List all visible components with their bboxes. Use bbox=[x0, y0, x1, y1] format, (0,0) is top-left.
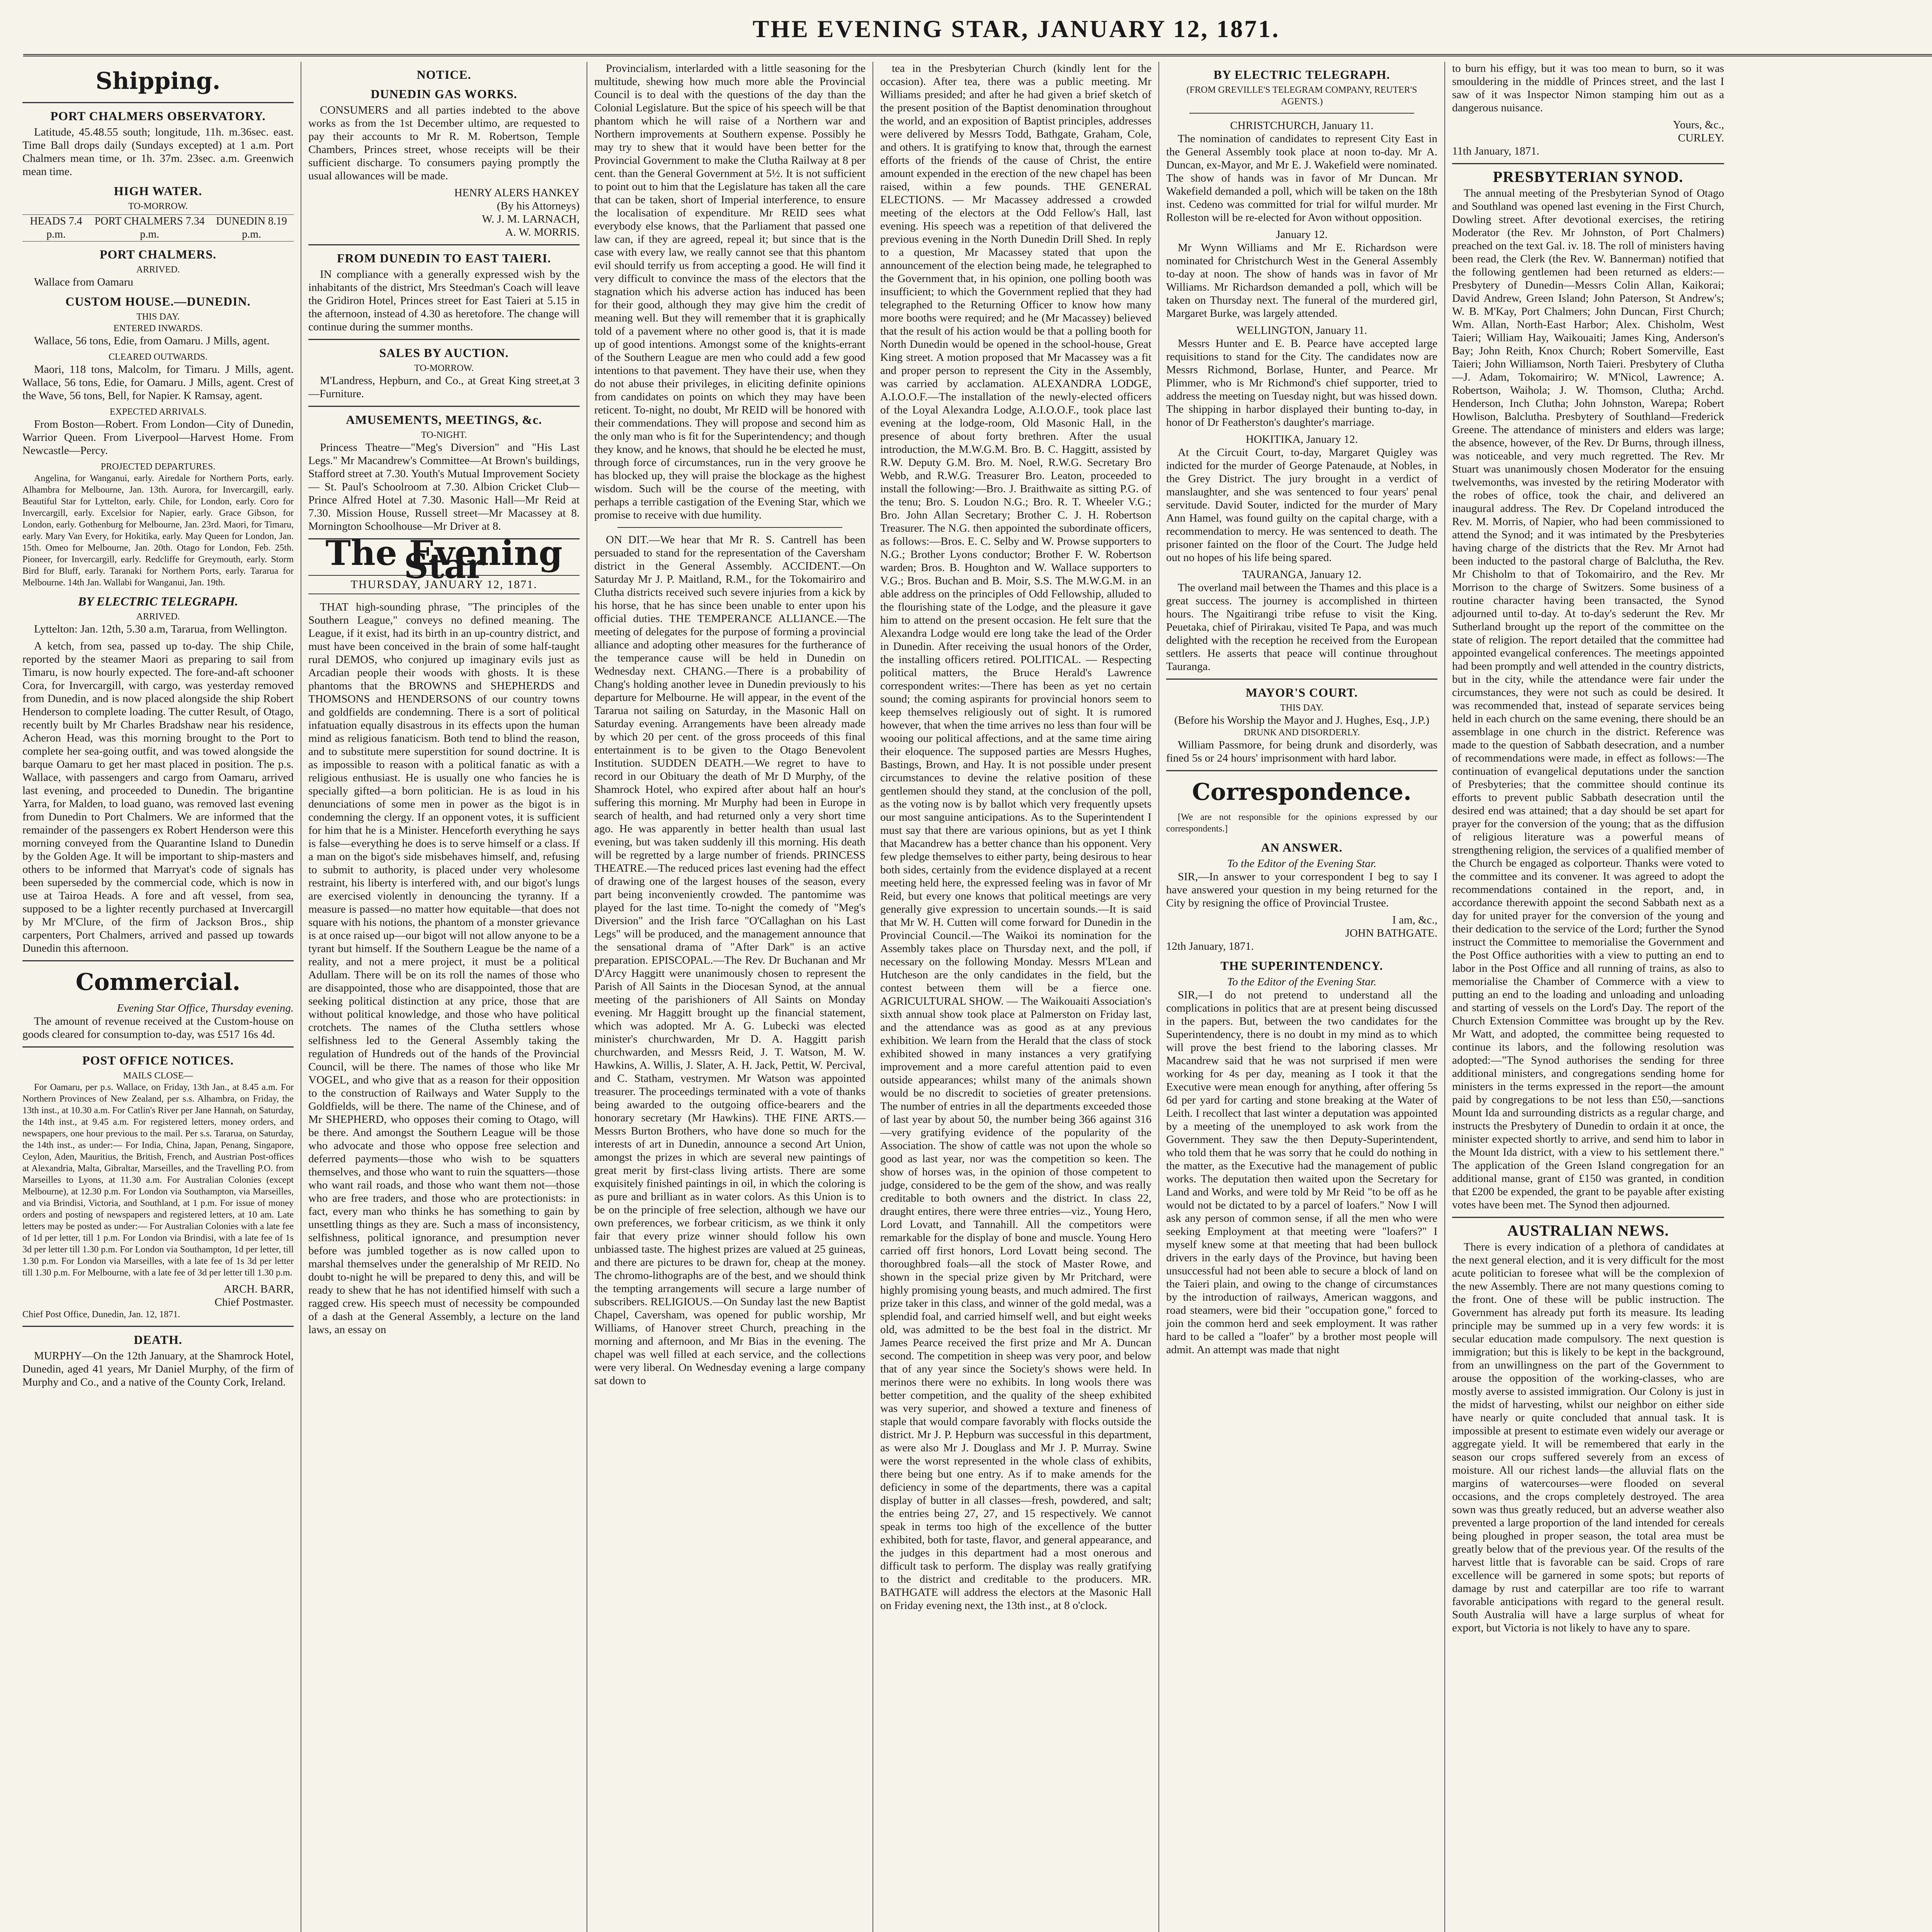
answer-sign-2: JOHN BATHGATE. bbox=[1345, 927, 1437, 939]
divider bbox=[617, 527, 842, 528]
christchurch-text: The nomination of candidates to represent City East in the General Assembly took place at noon to-day. Mr A. Duncan, ex-Mayor, and Mr E. J. Wakefield were nominated. The show of hands was in favor of Mr Duncan. Mr Wakefield demanded a poll, which will be taken on the 18th inst. Cedeno was committed for trial for wilful murder. Mr Rolleston will be re-elected for Avon without opposition. bbox=[1166, 133, 1437, 224]
column-3 bbox=[587, 62, 873, 1932]
divider bbox=[22, 102, 294, 103]
paper-date: THURSDAY, JANUARY 12, 1871. bbox=[308, 575, 580, 594]
wellington-date: WELLINGTON, January 11. bbox=[1236, 324, 1367, 337]
entered-label: ENTERED INWARDS. bbox=[113, 323, 203, 333]
amusements-text: Princess Theatre—"Meg's Diversion" and "His Last Legs." Mr Macandrew's Committee—At Brown's buildings, Stafford street at 7.30. Youth's Mutual Improvement Society — St. Paul's Schoolroom at 7.30. Albion Cricket Club—Prince Alfred Hotel at 7.30. Masonic Hall—Mr Reid at 7.30. Mission House, Russell street—Mr Macassey at 8. Mornington Schoolhouse—Mr Driver at 8. bbox=[308, 441, 580, 532]
divider bbox=[1452, 1217, 1724, 1218]
expected-label: EXPECTED ARRIVALS. bbox=[109, 407, 207, 417]
letter-date: 11th January, 1871. bbox=[1452, 145, 1539, 157]
column-4 bbox=[873, 62, 1159, 1932]
divider bbox=[308, 244, 580, 245]
drunk-text: William Passmore, for being drunk and disorderly, was fined 5s or 24 hours' imprisonment with hard labor. bbox=[1166, 739, 1437, 764]
taieri-text: IN compliance with a generally expressed wish by the inhabitants of the district, Mrs Steedman's Coach will leave the Gridiron Hotel, Princes street for East Taieri at 5.15 in the afternoon, instead of 4.30 as heretofore. The change will continue during the summer months. bbox=[308, 268, 580, 333]
post-office-heading: POST OFFICE NOTICES. bbox=[82, 1053, 234, 1067]
drunk-heading: DRUNK AND DISORDERLY. bbox=[1243, 728, 1360, 738]
australian-news-text: There is every indication of a plethora of candidates at the next general election, and it is very difficult for the most acute politician to foresee what will be the complexion of the new Assembly. There are not many questions coming to the front. One of these will be public instruction. The Government has already put forth its measure. Its leading principle may be summed up in a very few words: it is secular education made compulsory. The next question is immigration; but this is likely to be kept in the background, from an unwillingness on the part of the Government to arouse the opposition of the working-classes, who are mostly averse to assisted immigration. Our Colony is just in the midst of harvesting, whilst our neighbor on either side have nearly or quite concluded that annual task. It is impossible at present to estimate even widely our average or aggregate yield. It will be remembered that early in the season our crops suffered severely from an excess of moisture. All our richest lands—the alluvial flats on the margins of watercourses—were flooded on several occasions, and the crops completely destroyed. The area sown was thus greatly reduced, but an adverse weather also prevented a large proportion of the land intended for cereals being ploughed in proper season, the total area must be greatly below that of the previous year. Of the results of the harvest little that is favorable can be said. Crops of rare excellence will be garnered in some spots; but reports of damage by rust and caterpillar are too rife to warrant favorable anticipations with regard to the general result. South Australia will have a large surplus of wheat for export, but Victoria is not likely to have any to spare. bbox=[1452, 1241, 1724, 1634]
death-heading: DEATH. bbox=[134, 1333, 182, 1347]
shipping-heading: Shipping. bbox=[95, 68, 221, 95]
divider bbox=[308, 339, 580, 340]
mayors-court-day: THIS DAY. bbox=[1280, 703, 1324, 713]
local-items-continued: tea in the Presbyterian Church (kindly lent for the occasion). After tea, there was a public meeting. Mr Williams presided; and after he had given a brief sketch of the present position of the Baptist denomination throughout the world, and an exposition of Baptist principles, addresses were delivered by Messrs Todd, Bathgate, Graham, Cole, and others. It is gratifying to know that, through the earnest efforts of the friends of the cause of Christ, the entire amount expended in the erection of the new chapel has been raised, within a few pounds. THE GENERAL ELECTIONS. — Mr Macassey addressed a crowded meeting of the electors at the Odd Fellow's Hall, last evening. His speech was a repetition of that delivered the previous evening in the North Dunedin Drill Shed. In reply to a question, Mr Macassey stated that upon the announcement of the election being made, he telegraphed to the Government that, in his opinion, one polling booth was insufficient; to which the Government replied that they had telegraphed to the Returning Officer to know how many more booths were required; and he (Mr Macassey) believed that the result of his action would be that a polling booth for North Dunedin would be opened in the school-house, Great King street. A motion proposed that Mr Macassey was a fit and proper person to represent the City in the Assembly, was carried by acclamation. ALEXANDRA LODGE, A.I.O.O.F.—The installation of the newly-elected officers of the Loyal Alexandra Lodge, A.I.O.O.F., took place last evening at the lodge-room, Old Masonic Hall, in the presence of about forty brethren. After the usual introduction, the M.W.G.M. Bro. B. C. Haggitt, assisted by R.W. Deputy G.M. Bro. M. Noel, R.W.G. Secretary Bro Webb, and R.W.G. Treasurer Bro. Leaton, proceeded to install the following:—Bro. J. Braithwaite as sitting P.G. of the tenu; Bro. S. Loudon N.G.; Bro. R. T. Wheeler V.G.; Bro. John Allan Secretary; Brother C. J. H. Robertson Treasurer. The N.G. then appointed the subordinate officers, as follows:—Bros. E. C. Selby and W. Prowse supporters to N.G.; Brother Lyons conductor; Brother F. W. Robertson warden; Bros. B. Houghton and W. Wallace supporters to V.G.; Bros. Buchan and B. Moir, S.S. The M.W.G.M. in an able address on the principles of Odd Fellowship, alluded to the flourishing state of the Lodge, and the pleasure it gave him to attend on the present occasion. He felt sure that the Alexandra Lodge would ere long take the lead of the Order in Dunedin. After receiving the usual honors of the Order, the installing officers retired. POLITICAL. — Respecting political matters, the Bruce Herald's Lawrence correspondent writes:—There has been as yet no certain sound; the coming aspirants for provincial honors seem to keep themselves religiously out of sight. It is rumored however, that when the time arrives no less than four will be wooing our political affections, and at the same time airing their eloquence. The supposed parties are Messrs Hughes, Bastings, Brown, and Hay. It is not possible under present circumstances to devine the relative position of these gentlemen should they stand, at the conclusion of the poll, as the voting now is by ballot which very frequently upsets our most sanguine anticipations. As to the Superintendent I must say that there are various opinions, but as yet I think that Macandrew has a better chance than his opponent. Very few pledge themselves to either party, being desirous to hear both sides, certainly from the evidence displayed at a recent meeting held here, the expressed feeling was in favor of Mr Reid, but every one knows that political meetings are very generally give expression to uncertain sounds.—It is said that Mr W. H. Cutten will come forward for Dunedin in the Provincial Council.—The Waikoi its nomination for the Assembly takes place on Thursday next, and the poll, if necessary on the following Monday. Messrs M'Lean and Hutcheson are the only candidates in the field, but the contest between them will be a fierce one. AGRICULTURAL SHOW. — The Waikouaiti Association's sixth annual show took place at Palmerston on Friday last, and the attendance was as good as at any previous exhibition. We learn from the Herald that the class of stock exhibited showed in many instances a very gratifying improvement and a more careful attention paid to even outside appearances; whilst many of the animals shown would be no discredit to societies of greater pretensions. The number of entries in all the departments exceeded those of last year by about 50, the number being 366 against 316—very gratifying evidence of the popularity of the Association. The show of cattle was not upon the whole so good as last year, nor was the competition so keen. The show of horses was, in the opinion of those competent to judge, considered to be the gem of the show, and was really creditable to both owners and the district. In class 22, draught entires, there were three entries—viz., Young Hero, Lord Lovatt, and Tannahill. All the competitors were remarkable for the display of bone and muscle. Young Hero carried off first honors, Lord Lovatt being second. The thoroughbred foals—all the stock of Master Rowe, and shown in the special prize given by Mr Pritchard, were highly promising young beasts, and much admired. The first prize taker in this class, and winner of the gold medal, was a splendid foal, and carried himself well, and but eight weeks old, was admitted to be the best foal in the district. Mr James Pearce received the first prize and Mr A. Duncan second. The competition in sheep was very poor, and below that of any year since the Society's shows were held. In merinos there were no exhibits. In long wools there was better competition, and the quality of the sheep exhibited was very superior, and showed a texture and fineness of staple that would compare favorably with flocks outside the district. Mr J. P. Hepburn was successful in this department, as were also Mr J. Douglass and Mr J. P. Murray. Swine were the worst represented in the whole class of exhibits, there being but one entry. As if to make amends for the deficiency in some of the departments, there was a capital display of butter in all classes—fresh, powdered, and salt; the entries being 27, 27, and 15 respectively. We cannot speak in terms too high of the excellence of the butter exhibited, both for taste, flavor, and general appearance, and the judges in this department had a most onerous and difficult task to perform. The display was really gratifying to the district and creditable to the producers. MR. BATHGATE will address the electors at the Masonic Hall on Friday evening next, the 13th inst., at 8 o'clock. bbox=[880, 62, 1151, 1612]
tide-port: PORT CHALMERS 7.34 p.m. bbox=[94, 215, 205, 240]
local-items-text: ON DIT.—We hear that Mr R. S. Cantrell has been persuaded to stand for the representation of the Caversham district in the General Assembly. ACCIDENT.—On Saturday Mr J. P. Maitland, R.M., for the Tokomairiro and Clutha districts received such severe injuries from a kick by his horse, that he has since been unable to enter upon his official duties. THE TEMPERANCE ALLIANCE.—The meeting of delegates for the purpose of forming a provincial alliance and adopting other measures for the furtherance of the temperance cause will be held in Dunedin on Wednesday next. CHANG.—There is a probability of Chang's holding another levee in Dunedin previously to his departure for Melbourne. He will appear, in the event of the Tararua not sailing on Saturday, in the Masonic Hall on Saturday evening. Arrangements have been already made by which 20 per cent. of the gross proceeds of this final entertainment is to be given to the Otago Benevolent Institution. SUDDEN DEATH.—We regret to have to record in our Obituary the death of Mr D Murphy, of the Shamrock Hotel, who expired after about half an hour's suffering this morning. Mr Murphy had been in Europe in search of health, and had returned only a very short time ago. He was apparently in better health than usual last evening, but was taken suddenly ill this morning. His death will be regretted by a large number of friends. PRINCESS THEATRE.—The reduced prices last evening had the effect of drawing one of the largest houses of the season, every part being inconveniently crowded. The pantomime was played for the last time. To-night the comedy of "Meg's Diversion" and the Irish farce "O'Callaghan on his Last Legs" will be produced, and the management announce that the sensational drama of "After Dark" is an active preparation. EPISCOPAL.—The Rev. Dr Buchanan and Mr D'Arcy Haggitt were unanimously chosen to represent the Parish of All Saints in the Diocesan Synod, at the annual meeting of the parishioners of All Saints on Monday evening. Mr Haggitt brought up the financial statement, which was adopted. Mr A. G. Lubecki was elected minister's churchwarden, Mr D. A. Haggitt parish churchwarden, and Messrs Reid, J. T. Watson, M. W. Hawkins, A. Willis, J. Slater, A. H. Jack, Pettit, W. Percival, and C. Statham, vestrymen. Mr Watson was appointed treasurer. The proceedings terminated with a vote of thanks being awarded to the outgoing office-bearers and the honorary secretary (Mr Hawkins). THE FINE ARTS.—Messrs Burton Brothers, who have done so much for the interests of art in Dunedin, announce a second Art Union, amongst the prizes in which are several new paintings of great merit by first-class living artists. There are some exquisitely finished paintings in oil, in which the coloring is as pure and brilliant as in water colors. As this Union is to be on the principle of free selection, although we have our own preferences, we forbear criticism, as we think it only fair that every prize winner should follow his own unbiassed taste. The highest prizes are valued at 25 guineas, and there are pictures to be drawn for, cheap at the money. The chromo-lithographs are of the best, and we should think the tempting arrangements will secure a large number of subscribers. RELIGIOUS.—On Sunday last the new Baptist Chapel, Caversham, was opened for public worship, Mr Williams, of Hanover street Church, preaching in the morning and afternoon, and Mr Bias in the evening. The chapel was well filled at each service, and the collections were very liberal. On Wednesday evening a large company sat down to bbox=[594, 534, 866, 1387]
answer-date: 12th January, 1871. bbox=[1166, 940, 1254, 952]
telegraph-heading: BY ELECTRIC TELEGRAPH. bbox=[1213, 68, 1390, 82]
divider bbox=[1189, 113, 1414, 114]
postmaster-title: Chief Postmaster. bbox=[214, 1296, 294, 1308]
page-columns bbox=[15, 62, 1932, 1932]
electric-text: Lyttelton: Jan. 12th, 5.30 a.m, Tararua, from Wellington. bbox=[34, 623, 287, 635]
mayors-court-heading: MAYOR'S COURT. bbox=[1245, 685, 1358, 699]
customs-heading: CUSTOM HOUSE.—DUNEDIN. bbox=[65, 294, 251, 308]
tide-dunedin: DUNEDIN 8.19 p.m. bbox=[216, 215, 287, 240]
amusements-heading: AMUSEMENTS, MEETINGS, &c. bbox=[346, 413, 542, 427]
tauranga-text: The overland mail between the Thames and this place is a great success. The journey is accomplished in thirteen hours. The Ngaitirangi tribe refuse to visit the King. Peuetaka, chief of Pirirakau, visited Te Papa, and was much delighted with the reception he received from the European settlers. He asserts that peace will continue throughout Tauranga. bbox=[1166, 582, 1437, 673]
correspondence-heading: Correspondence. bbox=[1192, 779, 1412, 806]
hokitika-date: HOKITIKA, January 12. bbox=[1246, 433, 1358, 446]
shipping-news-text: A ketch, from sea, passed up to-day. The ship Chile, reported by the steamer Maori as preparing to sail from Timaru, is now hourly expected. The fore-and-aft schooner Cora, for Invercargill, with cargo, was yesterday removed from Dunedin, and is now placed alongside the ship Robert Henderson to complete loading. The cutter Result, of Otago, recently built by Mr Charles Bradshaw near his residence, Acheron Head, was this morning brought to the Port to complete her sea-going outfit, and was towed alongside the barque Oamaru to get her mast placed in position. The p.s. Wallace, with passengers and cargo from Oamaru, arrived last evening, and proceeded to Dunedin. The brigantine Yarra, for Malden, to load guano, was removed last evening from Dunedin to Port Chalmers. We are informed that the remainder of the passengers ex Robert Henderson were this morning conveyed from the Quarantine Island to Dunedin by the Golden Age. It will be important to ship-masters and others to be informed that Marryat's code of signals has been superseded by the commercial code, which is now in use at Tairoa Heads. A fore and aft vessel, from sea, supposed to be a lighter recently purchased at Invercargill by Mr M'Clure, of the firm of Jackson Bros., ship carpenters, Port Chalmers, arrived and passed up towards Dunedin this afternoon. bbox=[22, 640, 294, 954]
superintendency-heading: THE SUPERINTENDENCY. bbox=[1220, 959, 1383, 973]
postmaster-name: ARCH. BARR, bbox=[223, 1283, 294, 1295]
tide-table bbox=[22, 214, 294, 242]
port-chalmers-heading: PORT CHALMERS. bbox=[99, 247, 217, 261]
answer-to: To the Editor of the Evening Star. bbox=[1227, 857, 1377, 870]
hokitika-text: At the Circuit Court, to-day, Margaret Quigley was indicted for the murder of George Patenaude, at Nobles, in the Grey District. The jury brought in a verdict of manslaughter, and she was sentenced to four years' penal servitude. David Souter, indicted for the murder of Mary Ann Hamel, was found guilty on the capital charge, with a recommendation to mercy. He was sentenced to death. The prisoner fainted on the floor of the Court. The Judge held out no hopes of his life being spared. bbox=[1166, 446, 1437, 564]
electric-arrived-label: ARRIVED. bbox=[136, 612, 180, 622]
gas-sig-1: HENRY ALERS HANKEY bbox=[454, 187, 580, 199]
postmaster-place: Chief Post Office, Dunedin, Jan. 12, 1871. bbox=[22, 1310, 180, 1320]
synod-heading: PRESBYTERIAN SYNOD. bbox=[1493, 168, 1684, 185]
correspondence-note: [We are not responsible for the opinions expressed by our correspondents.] bbox=[1166, 812, 1437, 834]
divider bbox=[22, 960, 294, 961]
divider bbox=[308, 406, 580, 407]
amusements-sub: TO-NIGHT. bbox=[421, 430, 467, 440]
observatory-text: Latitude, 45.48.55 south; longitude, 11h. m.36sec. east. Time Ball drops daily (Sundays excepted) at 1 a.m. Port Chalmers mean time, or 1h. 37m. 23sec. a.m. Greenwich mean time. bbox=[22, 126, 294, 178]
gas-text: CONSUMERS and all parties indebted to the above works as from the 1st December ultimo, are requested to pay their accounts to Mr R. M. Robertson, Temple Chambers, Princes street, whose receipts will be their sufficient discharge. To consumers paying promptly the usual allowances will be made. bbox=[308, 104, 580, 182]
arrived-text: Wallace from Oamaru bbox=[34, 276, 133, 288]
projected-label: PROJECTED DEPARTURES. bbox=[100, 462, 216, 472]
tide-heads: HEADS 7.4 p.m. bbox=[30, 215, 82, 240]
sales-sub: TO-MORROW. bbox=[414, 363, 474, 373]
synod-text: The annual meeting of the Presbyterian Synod of Otago and Southland was opened last evening in the First Church, Dowling street. After devotional exercises, the retiring Moderator (the Rev. Mr Johnston, of Port Chalmers) preached on the text Gal. iv. 18. The roll of ministers having been read, the Clerk (the Rev. W. Bannerman) notified that the following gentlemen had been returned as elders:—Presbytery of Dunedin—Messrs Colin Allan, Kaikorai; David Andrew, Green Island; John Paterson, St Andrew's; W. B. M'Kay, Port Chalmers; John Duncan, First Church; Wm. Allan, North-East Harbor; Alex. Chisholm, West Taieri; William Hay, Waikouaiti; James King, Anderson's Bay; John Reith, Knox Church; Robert Somerville, East Taieri; John Williamson, North Taieri. Presbytery of Clutha—J. Adam, Tokomairiro; W. M'Nicol, Lawrence; A. Robertson, Waihola; J. W. Thomson, Clutha; Archd. Henderson, Inch Clutha; John Johnston, Warepa; Robert Howlison, Balclutha. Presbytery of Southland—Frederick Greene. The attendance of ministers and elders was large; the absence, however, of the Rev. Dr Burns, through illness, was noticeable, and very much regretted. The Rev. Mr Stuart was unanimously chosen Moderator for the ensuing twelvemonths, was invested by the retiring Moderator with the robes of office, took the chair, and delivered an inaugural address. The Rev. Dr Copeland introduced the Rev. M. Morris, of Napier, who had been commissioned to attend the Synod; and it was intimated by the Presbyteries having charge of the districts that the Rev. Mr Arnot had been inducted to the pastoral charge of Balclutha, the Rev. Mr Chisholm to that of Tokomairiro, and the Rev. Mr Morrison to the charge of Switzers. Some business of a routine character having been transacted, the Synod adjourned until to-day. At to-day's sederunt the Rev. Mr Sutherland brought up the report of the committee on the state of religion. The report detailed that the committee had appointed evangelical conferences. The meetings appointed had been promptly and well attended in the country districts, but in the city, while the attendance were fair under the circumstances, they were not such as could be desired. It was recommended that, instead of separate services being held in each church on the same evening, there should be an assemblage in one church in the district. Reference was made to the question of Sabbath desecration, and a number of recommendations were made, in effect as follows:—The continuation of evangelical deputations under the sanction of Presbyteries; that the committee should continue its efforts to prevent public Sabbath desecration until the desired end was attained; that a day should be set apart for prayer for the conversion of the young; that as the diffusion of religious literature was a powerful means of strengthening religion, the services of a qualified member of the Church be engaged as colporteur. Thanks were voted to the committee and its convener. It was agreed to adopt the recommendations contained in the report, and, in accordance therewith appoint the second Sabbath next as a day for united prayer for the conversion of the young and their dedication to the service of the Lord; further the Synod instruct the Committee to memorialise the Government and the Post Office authorities with a view to putting an end to labor in the Post Office and all running of trains, as also to memorialise the Chamber of Commerce with a view to putting an end to the loading and unloading and unloading and starting of vessels on the Lord's Day. The report of the Church Extension Committee was brought up by the Rev. Mr Watt, and adopted, the committee being requested to continue its labors, and the following resolution was adopted:—"The Synod authorises the sending for three additional ministers, and congregations sending home for ministers in the terms expressed in the report—the amount paid by congregations to be not less than £50,—sanctions Mount Ida and surrounding districts as a regular charge, and instructs the Presbytery of Dunedin to ordain it at once, the minister expected shortly to arrive, and send him to labor in the Mount Ida district, with a view to his settlement there." The application of the Green Island congregation for an additional manse, grant of £150 was granted, in condition that £200 be expended, the grant to be payable after existing votes have been met. The Synod then adjourned. bbox=[1452, 187, 1724, 1211]
sales-text: M'Landress, Hepburn, and Co., at Great King street,at 3—Furniture. bbox=[308, 374, 580, 400]
arrived-label: ARRIVED. bbox=[136, 265, 180, 275]
leader-continued: Provincialism, interlarded with a little seasoning for the multitude, shewing how much more able the Provincial Council is to deal with the questions of the day than the Colonial Legislature. But the spice of his speech will be that phantom which he will raise of a Northern war and Northern improvements at Southern expense. Possibly he may try to shew that it would have been better for the Provincial Government to make the Clutha Railway at 8 per cent. than the General Government at 5½. It is not sufficient to point out to him that the Legislature has taken all the care that can be taken, short of Imperial interference, to ensure the localisation of expenditure. Mr REID sees what everybody else knows, that the Parliament that passed one law can, if they are agreed, repeal it; but since that is the case with every law, we really cannot see that this phantom evil should terrify us from accepting a good. He will find it very difficult to convince the mass of the electors that the stagnation which his adverse action has induced has been for their good, although they may give him the credit of meaning well. But they will remember that it is graphically told of a pavement where no other good is, that it is made up of good intentions. Amongst some of the knights-errant of the Southern League are men who could add a few good intentions to that pavement. They have their use, when they do not abuse their privileges, in eliciting definite opinions from candidates on points on which they may have been reticent. To-night, no doubt, Mr REID will be honored with their commendations. They will propose and second him as the only man who is fit for the Superintendency; and though they know, and he knows, that should he be elected he must, through force of circumstances, run in the very groove he has blocked up, they will praise the blockage as the highest wisdom. Such will be the course of the meeting, with perhaps a terrible castigation of the Evening Star, which we promise to receive with due humility. bbox=[594, 62, 866, 521]
death-text: MURPHY—On the 12th January, at the Shamrock Hotel, Dunedin, aged 41 years, Mr Daniel Murphy, of the firm of Murphy and Co., and a native of the County Cork, Ireland. bbox=[22, 1350, 294, 1388]
commercial-heading: Commercial. bbox=[75, 969, 241, 996]
entered-text: Wallace, 56 tons, Edie, from Oamaru. J Mills, agent. bbox=[34, 335, 270, 347]
projected-text: Angelina, for Wanganui, early. Airedale for Northern Ports, early. Alhambra for Melbourne, Jan. 13th. Aurora, for Invercargill, early. Beautiful Star for Lyttelton, early. Chile, for London, early. Coro for Invercargill, early. Excelsior for Napier, early. Grace Gibson, for London, early. Gothenburg for Melbourne, Jan. 23rd. Maori, for Timaru, early. Mary Van Every, for Hokitika, early. May Queen for London, Jan. 15th. Omeo for Melbourne, Jan. 20th. Otago for London, Feb. 25th. Pioneer, for Invercargill, early. Redcliffe for Greymouth, early. Storm Bird for Bluff, early. Taranaki for Northern Ports, early. Tararua for Melbourne. 14th Jan. Wallabi for Wanganui, Jan. 19th. bbox=[22, 473, 294, 588]
column-2 bbox=[301, 62, 587, 1932]
letter-sign-1: Yours, &c., bbox=[1673, 119, 1724, 131]
christchurch-text-2: Mr Wynn Williams and Mr E. Richardson were nominated for Christchurch West in the General Assembly to-day at noon. The show of hands was in favor of Mr Williams. Mr Richardson demanded a poll, which will be taken on Thursday next. The funeral of the murdered girl, Margaret Burke, was largely attended. bbox=[1166, 242, 1437, 320]
cleared-label: CLEARED OUTWARDS. bbox=[109, 352, 207, 362]
divider bbox=[1452, 163, 1724, 164]
divider bbox=[22, 1326, 294, 1327]
mayors-court-before: (Before his Worship the Mayor and J. Hughes, Esq., J.P.) bbox=[1174, 714, 1430, 726]
answer-text: SIR,—In answer to your correspondent I beg to say I have answered your question in my being returned for the City by resigning the office of Provincial Trustee. bbox=[1166, 871, 1437, 909]
gas-sig-4: A. W. MORRIS. bbox=[505, 226, 580, 238]
column-6 bbox=[1445, 62, 1731, 1932]
australian-news-heading: AUSTRALIAN NEWS. bbox=[1507, 1222, 1669, 1239]
post-office-text: For Oamaru, per p.s. Wallace, on Friday, 13th Jan., at 8.45 a.m. For Northern Provinces of New Zealand, per s.s. Alhambra, on Friday, the 13th inst., at 10.30 a.m. For Catlin's River per Jane Hannah, on Saturday, the 14th inst., at 9.45 a.m. For registered letters, money orders, and newspapers, one hour previous to the mail. Per s.s. Tararua, on Saturday, the 14th inst., as under:— For India, China, Japan, Penang, Singapore, Ceylon, Aden, Mauritius, the British, French, and Austrian Post-offices at Alexandria, Malta, Gibraltar, Marseilles, and the Travelling P.O. from Marseilles to Lyons, at 11.30 a.m. For Australian Colonies (except Melbourne), at 12.30 p.m. For London via Southampton, via Marseilles, and via Brindisi, Victoria, and Southland, at 1 p.m. For issue of money orders and posting of newspapers and registered letters, at 10 am. Late letters may be posted as under:— For Australian Colonies with a late fee of 1d per letter, till 1 p.m. For London via Brindisi, with a late fee of 1s 3d per letter till 1.30 p.m. For London via Southampton, 1d per letter, till 1.30 p.m. For London via Marseilles, with a late fee of 1s 3d per letter till 1.30 p.m. For Melbourne, with a late fee of 3d per letter till 1.30 p.m. bbox=[22, 1082, 294, 1278]
superintendency-to: To the Editor of the Evening Star. bbox=[1227, 976, 1377, 988]
telegraph-sub: (FROM GREVILLE'S TELEGRAM COMPANY, REUTER'S AGENTS.) bbox=[1186, 85, 1417, 107]
sales-heading: SALES BY AUCTION. bbox=[379, 346, 509, 360]
leader-text: THAT high-sounding phrase, "The principles of the Southern League," conveys no defined meaning. The League, if it exist, had its birth in an up-country district, and must have been conceived in the brain of some half-taught rural DEMOS, who conjured up imaginary evils just as Arcadian people their woods with ghosts. It is these phantoms that the BROWNS and SHEPHERDS and THOMSONS and HENDERSONS of our country towns and goldfields are condemning. There is a sort of political infatuation equally disastrous in its effects upon the human mind as religious fanaticism. Both tend to blind the reason, and to substitute mere superstition for sound doctrine. It is as impossible to reason with a political fanatic as with a religious enthusiast. He is usually one who fancies he is specially gifted—a born politician. He is as loud in his denunciations of some men in power as the bigot is in condemning the clergy. If an opponent votes, it is sufficient for him that he is a Minister. Henceforth everything he says is false—everything he does is to serve himself or a class. If a man on the bigot's side misbehaves himself, and, refusing to submit to authority, is placed under very wholesome restraint, his liberty is interfered with, and our bigot's lungs are exercised violently in denouncing the tyranny. If a measure is passed—no matter how equitable—that does not square with his notions, the phantom of a monster grievance is at once raised up—our bigot will not allow anyone to be a tyrant but himself. If the Southern League be the name of a reality, and not a mere project, it must be a political Adullam. There will be on its roll the names of those who are disappointed, those who are disappointed, those that are seeking political distinction at any price, those that are without political knowledge, and those who have political crotchets. The names of the Clutha settlers whose selfishness led to the General Assembly taking the regulation of Hundreds out of the hands of the Provincial Council, will be there. The names of those who like Mr VOGEL, and who give that as a reason for their opposition to the construction of Railways and Water Supply to the Goldfields, will be there. The name of the Chinese, and of Mr SHEPHERD, who opposes their coming to Otago, will be there. And amongst the Southern League will be those who advocate and those who oppose free selection and deferred payments—those who wish to be squatters themselves, and those who want to ruin the squatters—those who want rail roads, and those who want them not—those who are free traders, and those who are protectionists: in fact, every man who thinks he has something to gain by unsettling things as they are. Such a mass of inconsistency, selfishness, political ignorance, and presumption never before was jumbled together as is now called upon to marshal themselves under the generalship of Mr REID. No doubt to-night he will be prepared to deny this, and will be ready to shew that he has not identified himself with such a ragged crew. His speech must of necessity be compounded of a dash at the General Assembly, a lecture on the land laws, an essay on bbox=[308, 601, 580, 1336]
gas-heading: DUNEDIN GAS WORKS. bbox=[371, 87, 517, 101]
cleared-text: Maori, 118 tons, Malcolm, for Timaru. J Mills, agent. Wallace, 56 tons, Edie, for Oamaru. J Mills, agent. Crest of the Wave, 56 tons, Bell, for Napier. K Ramsay, agent. bbox=[22, 363, 294, 402]
highwater-heading: HIGH WATER. bbox=[114, 184, 202, 198]
divider bbox=[22, 1046, 294, 1048]
letter-sign-2: CURLEY. bbox=[1678, 132, 1724, 144]
taieri-heading: FROM DUNEDIN TO EAST TAIERI. bbox=[337, 251, 551, 265]
gas-sig-3: W. J. M. LARNACH, bbox=[482, 213, 580, 225]
masthead bbox=[23, 8, 1932, 56]
observatory-heading: PORT CHALMERS OBSERVATORY. bbox=[50, 109, 266, 123]
christchurch-date: CHRISTCHURCH, January 11. bbox=[1230, 119, 1374, 132]
notice-heading: NOTICE. bbox=[417, 68, 471, 82]
gas-sig-2: (By his Attorneys) bbox=[497, 200, 580, 212]
letter-continued: to burn his effigy, but it was too mean to burn, so it was smouldering in the middle of Princes street, and the last I saw of it was Inspector Nimon stamping him out as a dangerous nuisance. bbox=[1452, 62, 1724, 114]
paper-title: The Evening Star bbox=[325, 533, 563, 586]
answer-heading: AN ANSWER. bbox=[1261, 840, 1343, 854]
this-day-label: THIS DAY. bbox=[136, 312, 180, 322]
answer-sign-1: I am, &c., bbox=[1392, 914, 1437, 926]
christchurch-date-2: January 12. bbox=[1276, 228, 1328, 241]
electric-heading: BY ELECTRIC TELEGRAPH. bbox=[78, 594, 238, 608]
tauranga-date: TAURANGA, January 12. bbox=[1242, 568, 1362, 581]
column-1 bbox=[15, 62, 301, 1932]
wellington-text: Messrs Hunter and E. B. Pearce have accepted large requisitions to stand for the City. The candidates now are Messrs Richmond, Borlase, Hunter, and Pearce. Mr Plimmer, who is Mr Richmond's chief supporter, tried to address the meeting on Tuesday night, but was hissed down. The shipping in harbor displayed their bunting to-day, in honor of Dr Featherston's daughter's marriage. bbox=[1166, 337, 1437, 429]
column-5 bbox=[1159, 62, 1445, 1932]
commercial-office: Evening Star Office, Thursday evening. bbox=[117, 1002, 294, 1014]
divider bbox=[1166, 679, 1437, 680]
tomorrow-label: TO-MORROW. bbox=[128, 201, 188, 211]
masthead-title: THE EVENING STAR, JANUARY 12, 1871. bbox=[752, 15, 1280, 43]
superintendency-text: SIR,—I do not pretend to understand all the complications in politics that are at present being discussed in the papers. But, between the two candidates for the Superintendency, there is no doubt in my mind as to which will prove the best friend to the laboring classes. Mr Macandrew said that he was not surprised if men were working for 4s per day, meaning as I took it that the Executive were mean enough for anything, after offering 5s 6d per yard for carting and stone breaking at the Water of Leith. I recollect that last winter a deputation was appointed by a meeting of the unemployed to ask work from the Government. They saw the then Deputy-Superintendent, who told them that he was sorry that he could do nothing in the matter, as the Executive had the management of public works. The deputation then waited upon the Secretary for Land and Works, and were told by Mr Reid "to be off as he would not be dictated to by a parcel of loafers." Now I will ask any person of common sense, if all the men who were seeking Employment at that meeting were "loafers?" I myself knew some at that meeting that had been bullock drivers in the early days of the Province, but having been unsuccessful had not been able to secure a block of land on the Taieri plain, and owing to the change of circumstances by the introduction of railways, American waggons, and road steamers, were bid their "occupation gone," forced to join the common herd and seek employment. It was rather hard to be called a "loafer" by a brother most people will admit. An attempt was made that night bbox=[1166, 989, 1437, 1356]
divider bbox=[1166, 770, 1437, 771]
commercial-text: The amount of revenue received at the Custom-house on goods cleared for consumption to-day, was £517 16s 4d. bbox=[22, 1015, 294, 1041]
expected-text: From Boston—Robert. From London—City of Dunedin, Warrior Queen. From Liverpool—Harvest Home. From Newcastle—Percy. bbox=[22, 418, 294, 457]
mails-close-label: MAILS CLOSE— bbox=[123, 1071, 193, 1081]
